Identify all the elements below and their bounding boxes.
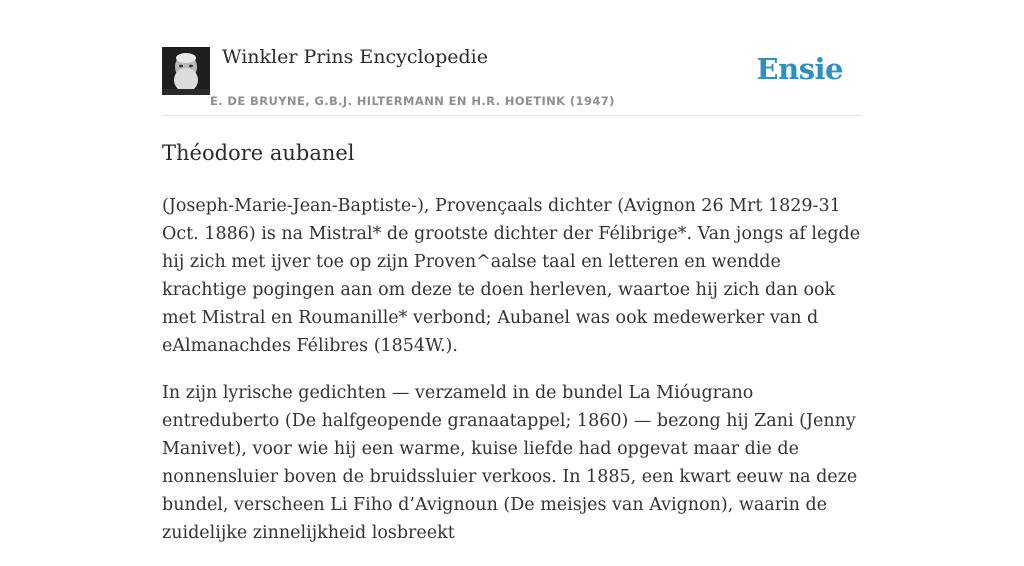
source-authors: E. DE BRUYNE, G.B.J. HILTERMANN EN H.R. HOETINK (1947) — [210, 94, 615, 108]
header-divider — [162, 115, 862, 116]
ensie-logo-link[interactable]: Ensie — [756, 52, 843, 86]
article-paragraph: In zijn lyrische gedichten — verzameld in de bundel La Mióugrano entreduberto (De halfgeopende granaatappel; 1860) — bezong hij Zani (Jenny Manivet), voor wie hij een warme, kuise liefde had opgevat maar die de nonnensluier boven de bruidssluier verkoos. In 1885, een kwart eeuw na deze bundel, verscheen Li Fiho d’Avignoun (De meisjes van Avignon), waarin de zuidelijke zinnelijkheid losbreekt — [162, 383, 858, 543]
article-paragraph: (Joseph-Marie-Jean-Baptiste-), Provençaals dichter (Avignon 26 Mrt 1829-31 Oct. 1886) is na Mistral* de grootste dichter der Félibrige*. Van jongs af legde hij zich met ijver toe op zijn Proven^aalse taal en letteren en wendde krachtige pogingen aan om deze te doen herleven, waartoe hij zich dan ook met Mistral en Roumanille* verbond; Aubanel was ook medewerker van d eAlmanachdes Félibres (1854W.). — [162, 196, 861, 356]
article-headword: Théodore aubanel — [162, 141, 355, 165]
author-portrait-avatar — [162, 47, 210, 95]
article-body — [162, 192, 868, 566]
source-title[interactable]: Winkler Prins Encyclopedie — [222, 46, 488, 68]
